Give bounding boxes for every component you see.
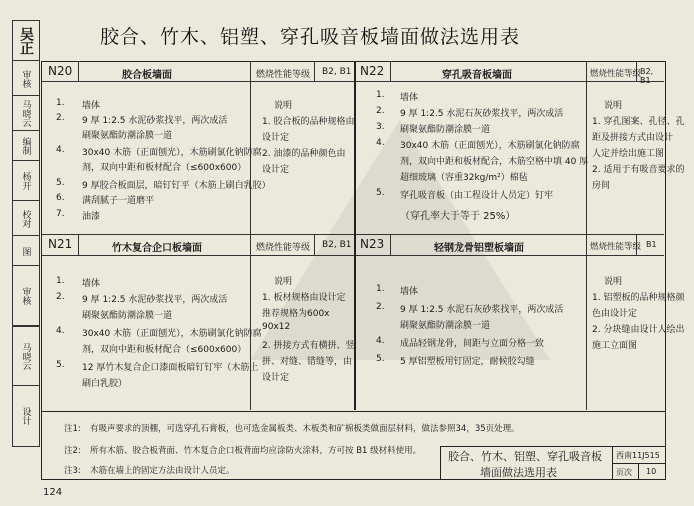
step-text: 剂，双向中距和板材配合（≤600x600） [82, 163, 247, 173]
step-text: 成品轻钢龙骨，间距与立面分格一致 [400, 339, 545, 349]
sidebar-cell [12, 95, 40, 131]
fire-rating-label: 燃烧性能等级 [590, 242, 642, 252]
step-number: 3. [376, 122, 385, 132]
fire-grade: B2, B1 [322, 67, 352, 77]
page-number: 124 [43, 487, 63, 498]
block-code: N21 [48, 237, 73, 251]
block-name: 胶合板墙面 [122, 70, 172, 81]
role-name: 杨开 [20, 172, 31, 190]
note-line: 人定并绘出施工图 [592, 149, 665, 159]
step-number: 4. [56, 326, 65, 336]
role-label: 设计 [20, 407, 31, 425]
note-line: 2. 适用于有吸音要求的 [592, 165, 685, 175]
step-text: 5 厚铝塑板用钉固定，耐候胶勾缝 [400, 357, 535, 367]
step-text: 刷聚氨酯防潮涂膜一道 [400, 125, 491, 135]
block-code: N22 [360, 64, 385, 78]
construction-table [41, 61, 685, 412]
block-name: 轻钢龙骨铝塑板墙面 [434, 243, 524, 254]
step-text: 30x40 木筋（正面刨光），木筋刷氯化钠防腐 [82, 148, 262, 158]
page-title: 胶合、竹木、铝塑、穿孔吸音板墙面做法选用表 [100, 26, 521, 48]
grid-line [42, 255, 664, 256]
note-line: 1. 穿孔图案、孔径、孔 [592, 117, 685, 127]
grid-line [612, 463, 666, 464]
step-text: 30x40 木筋（正面刨光），木筋刷氯化钠防腐 [400, 141, 580, 151]
step-number: 4. [376, 336, 385, 346]
step-number: 4. [376, 138, 385, 148]
fire-rating-label: 燃烧性能等级 [590, 69, 642, 79]
sidebar-cell [12, 325, 40, 386]
note-line: 设计定 [262, 165, 290, 175]
fire-grade: B2, B1 [640, 67, 654, 85]
step-number: 4. [56, 145, 65, 155]
block-name: 穿孔吸音板墙面 [442, 70, 512, 81]
fire-grade: B1 [646, 240, 657, 249]
note-line: 色由设计定 [592, 309, 638, 319]
step-text: 12 厚竹木复合企口漆面板暗钉钉牢（木筋上 [82, 363, 259, 373]
footnote-text: 有吸声要求的顶棚，可选穿孔石膏板，也可选金属板类、木板类和矿棉板类做面层材料，做法参照34，35页处理。 [90, 424, 520, 434]
note-line: 距及拼接方式由设计 [592, 133, 674, 143]
grid-line [314, 62, 315, 81]
sidebar-cell [12, 200, 40, 236]
role-name: 马晓云 [20, 100, 31, 127]
title-block-subtitle: 墙面做法选用表 [480, 466, 557, 479]
notes-title: 说明 [274, 277, 293, 287]
footnote-label: 注1: [64, 424, 81, 434]
role-label: 编制 [20, 137, 31, 155]
step-number: 2. [376, 302, 385, 312]
step-text: 墙体 [400, 93, 419, 103]
step-number: 1. [56, 98, 65, 108]
atlas-number: 西南11J515 [616, 451, 660, 460]
step-text: 墙体 [82, 279, 101, 289]
step-number: 5. [376, 188, 385, 198]
step-text: 满刮腻子一道磨平 [82, 196, 155, 206]
note-line: 1. 板材规格由设计定 [262, 293, 346, 303]
sidebar-cell [12, 160, 40, 201]
note-line: 拼、对缝、错缝等，由 [262, 357, 353, 367]
sidebar-cell [12, 130, 40, 161]
fire-rating-label: 燃烧性能等级 [256, 70, 311, 80]
note-line: 1. 铝塑板的品种规格颜 [592, 293, 685, 303]
role-label: 审核 [20, 287, 31, 305]
step-number: 2. [376, 106, 385, 116]
grid-line [390, 62, 391, 81]
grid-line [390, 234, 391, 255]
footnote-text: 所有木筋、胶合板背面、竹木复合企口板背面均应涂防火涂料，方可按 B1 级材料使用。 [90, 446, 422, 456]
step-text: 9 厚 1:2.5 水泥砂浆找平，两次成活 [82, 295, 228, 305]
step-text: 30x40 木筋（正面刨光），木筋刷氯化钠防腐 [82, 329, 262, 339]
grid-line [78, 62, 79, 81]
designer-logo: 吴正 [18, 27, 34, 55]
step-text: 刷聚氨酯防潮涂膜一道 [400, 321, 491, 331]
footnote-label: 注2: [64, 446, 81, 456]
sidebar-cell [12, 60, 40, 96]
step-text: 穿孔吸音板（由工程设计人员定）钉牢 [400, 191, 554, 201]
fire-grade: B2, B1 [322, 240, 352, 250]
footnote-label: 注3: [64, 466, 81, 476]
page-label: 页次 [616, 468, 632, 477]
grid-line [586, 234, 587, 410]
grid-line [78, 234, 79, 255]
step-text: 9 厚胶合板面层，暗钉钉平（木筋上刷白乳胶） [82, 181, 271, 191]
grid-line [42, 81, 664, 82]
notes-title: 说明 [604, 101, 623, 111]
role-label: 审核 [20, 69, 31, 88]
step-number: 5. [376, 354, 385, 364]
role-name: 马晓云 [20, 342, 31, 370]
step-number: 5. [56, 360, 65, 370]
sidebar-cell [12, 385, 40, 447]
step-number: 1. [56, 276, 65, 286]
note-line: 90x12 [262, 322, 291, 332]
block-name: 竹木复合企口板墙面 [112, 243, 202, 254]
title-block [440, 446, 666, 480]
step-text: 剂，双向中距和板材配合（≤600x600） [82, 345, 247, 355]
step-text: 刷聚氨酯防潮涂膜一道 [82, 131, 173, 141]
block-code: N20 [48, 64, 73, 78]
step-text: 墙体 [400, 287, 419, 297]
step-text: 9 厚 1:2.5 水泥石灰砂浆找平，两次成活 [400, 109, 564, 119]
block-code: N23 [360, 237, 385, 251]
step-number: 2. [56, 292, 65, 302]
note-line: 设计定 [262, 133, 290, 143]
step-number: 6. [56, 193, 65, 203]
grid-line [250, 234, 251, 410]
role-name: 图 [20, 246, 31, 256]
step-text: （穿孔率大于等于 25%） [400, 211, 516, 222]
footnote-text: 木筋在墙上的固定方法由设计人员定。 [90, 466, 235, 476]
sidebar-cell [12, 235, 40, 266]
sidebar-cell [12, 265, 40, 327]
step-text: 刷白乳胶） [82, 379, 128, 389]
step-number: 1. [376, 90, 385, 100]
title-block-title: 胶合、竹木、铝塑、穿孔吸音板 [448, 450, 602, 463]
role-label: 校对 [20, 209, 31, 228]
note-line: 施工立面图 [592, 341, 638, 351]
grid-line [314, 234, 315, 255]
step-text: 刷聚氨酯防潮涂膜一道 [82, 311, 173, 321]
note-line: 2. 分块缝由设计人绘出 [592, 325, 685, 335]
sign-off-sidebar [12, 20, 38, 485]
step-number: 5. [56, 178, 65, 188]
note-line: 1. 胶合板的品种规格由 [262, 117, 355, 127]
step-text: 9 厚 1:2.5 水泥石灰砂浆找平，两次成活 [400, 305, 564, 315]
grid-line [638, 463, 639, 480]
step-text: 9 厚 1:2.5 水泥砂浆找平，两次成活 [82, 116, 228, 126]
step-number: 1. [376, 284, 385, 294]
note-line: 设计定 [262, 373, 290, 383]
step-text: 墙体 [82, 101, 101, 111]
step-number: 2. [56, 113, 65, 123]
note-line: 房间 [592, 181, 611, 191]
step-text: 剂，双向中距和板材配合，木筋空格中填 40 厚 [400, 157, 589, 167]
notes-title: 说明 [604, 277, 623, 287]
note-line: 2. 拼接方式有横拼、竖 [262, 341, 355, 351]
step-text: 超细玻璃（容重32kg/m²）棉毡 [400, 173, 528, 183]
step-number: 7. [56, 209, 65, 219]
sidebar-logo-cell [12, 20, 40, 61]
grid-line [42, 234, 664, 235]
grid-line [586, 62, 587, 234]
step-text: 油漆 [82, 212, 101, 222]
fire-rating-label: 燃烧性能等级 [256, 243, 311, 253]
notes-title: 说明 [274, 101, 293, 111]
note-line: 2. 油漆的品种颜色由 [262, 149, 346, 159]
sheet-page: 10 [646, 467, 657, 476]
note-line: 推荐规格为600x [262, 309, 330, 319]
